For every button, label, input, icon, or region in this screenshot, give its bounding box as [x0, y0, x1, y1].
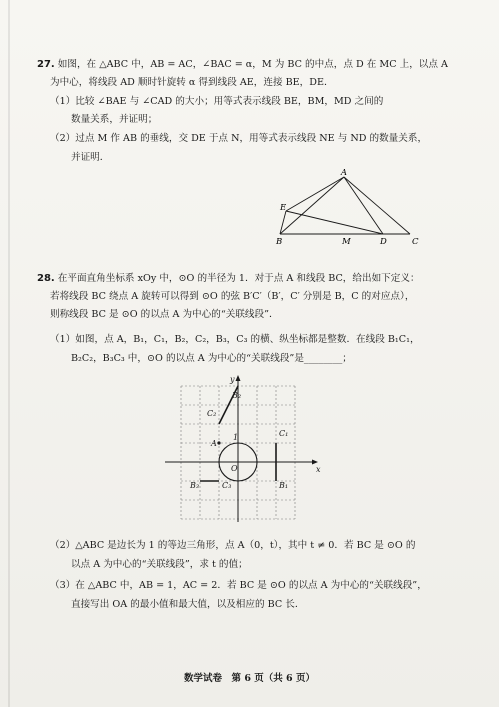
q28-part3-line2: 直接写出 OA 的最小值和最大值，以及相应的 BC 长． — [71, 599, 305, 610]
q27-label-A: A — [340, 168, 348, 178]
q27-label-M: M — [342, 237, 351, 247]
label-1: 1 — [233, 433, 239, 442]
label-C2: C₂ — [207, 409, 217, 418]
label-C1: C₁ — [279, 429, 289, 438]
label-B1: B₁ — [279, 481, 289, 490]
q28-text-1: 在平面直角坐标系 xOy 中，⊙O 的半径为 1．对于点 A 和线段 BC，给出如下定义： — [57, 273, 420, 284]
label-x: x — [316, 465, 321, 474]
label-B3: B₃ — [190, 481, 200, 490]
q27-seg-AB — [280, 177, 344, 234]
q27-figure — [270, 168, 430, 250]
q27-text-1: 如图，在 △ABC 中，AB = AC，∠BAC = α，M 为 BC 的中点，点 D 在 MC 上，以点 A — [57, 59, 448, 70]
q27-seg-BE — [280, 211, 286, 234]
q27-label-E: E — [280, 203, 287, 213]
q27-label-B: B — [276, 237, 283, 247]
q27-part2-line1: （2）过点 M 作 AB 的垂线，交 DE 于点 N，用等式表示线段 NE 与 ND 的数量关系， — [50, 133, 428, 144]
q27-part1-line1: （1）比较 ∠BAE 与 ∠CAD 的大小；用等式表示线段 BE，BM，MD 之间的 — [50, 96, 384, 107]
point-A — [217, 441, 220, 444]
q27-seg-ED — [286, 211, 383, 234]
q28-line3: 则称线段 BC 是 ⊙O 的以点 A 为中心的“关联线段”． — [50, 309, 279, 320]
label-B2: B₂ — [232, 391, 242, 400]
q28-figure — [150, 368, 340, 528]
q28-part1-line1: （1）如图，点 A，B₁，C₁，B₂，C₂，B₃，C₃ 的横、纵坐标都是整数．在线段 B₁C₁， — [50, 334, 420, 345]
q27-label-D: D — [380, 237, 387, 247]
label-y: y — [230, 375, 235, 384]
label-O: O — [231, 464, 238, 473]
q27-number: 27. — [37, 59, 55, 70]
q27-line1 — [37, 59, 448, 71]
q28-part3-line1: （3）在 △ABC 中，AB = 1，AC = 2．若 BC 是 ⊙O 的以点 A 为中心的“关联线段”， — [50, 580, 427, 591]
q28-part2-line1: （2）△ABC 是边长为 1 的等边三角形，点 A（0，t），其中 t ≠ 0．若 BC 是 ⊙O 的 — [50, 540, 416, 551]
label-A: A — [211, 439, 217, 448]
q27-line2: 为中心，将线段 AD 顺时针旋转 α 得到线段 AE，连接 BE，DE． — [50, 77, 334, 88]
q27-label-C: C — [412, 237, 419, 247]
label-C3: C₃ — [222, 481, 232, 490]
q27-part1-line2: 数量关系，并证明； — [71, 114, 158, 125]
q28-line1 — [37, 273, 420, 285]
q27-part2-line2: 并证明． — [71, 152, 110, 163]
page-footer: 数学试卷 第 6 页（共 6 页） — [184, 673, 315, 684]
q27-seg-AE — [286, 177, 344, 211]
q28-part1-line2: B₂C₂，B₃C₃ 中，⊙O 的以点 A 为中心的“关联线段”是________； — [71, 353, 352, 364]
q28-part2-line2: 以点 A 为中心的“关联线段”，求 t 的值； — [71, 559, 248, 570]
page-fold-shadow — [8, 0, 10, 707]
q28-number: 28. — [37, 273, 55, 284]
q28-line2: 若将线段 BC 绕点 A 旋转可以得到 ⊙O 的弦 B′C′（B′，C′ 分别是 B，C 的对应点）， — [50, 291, 415, 302]
